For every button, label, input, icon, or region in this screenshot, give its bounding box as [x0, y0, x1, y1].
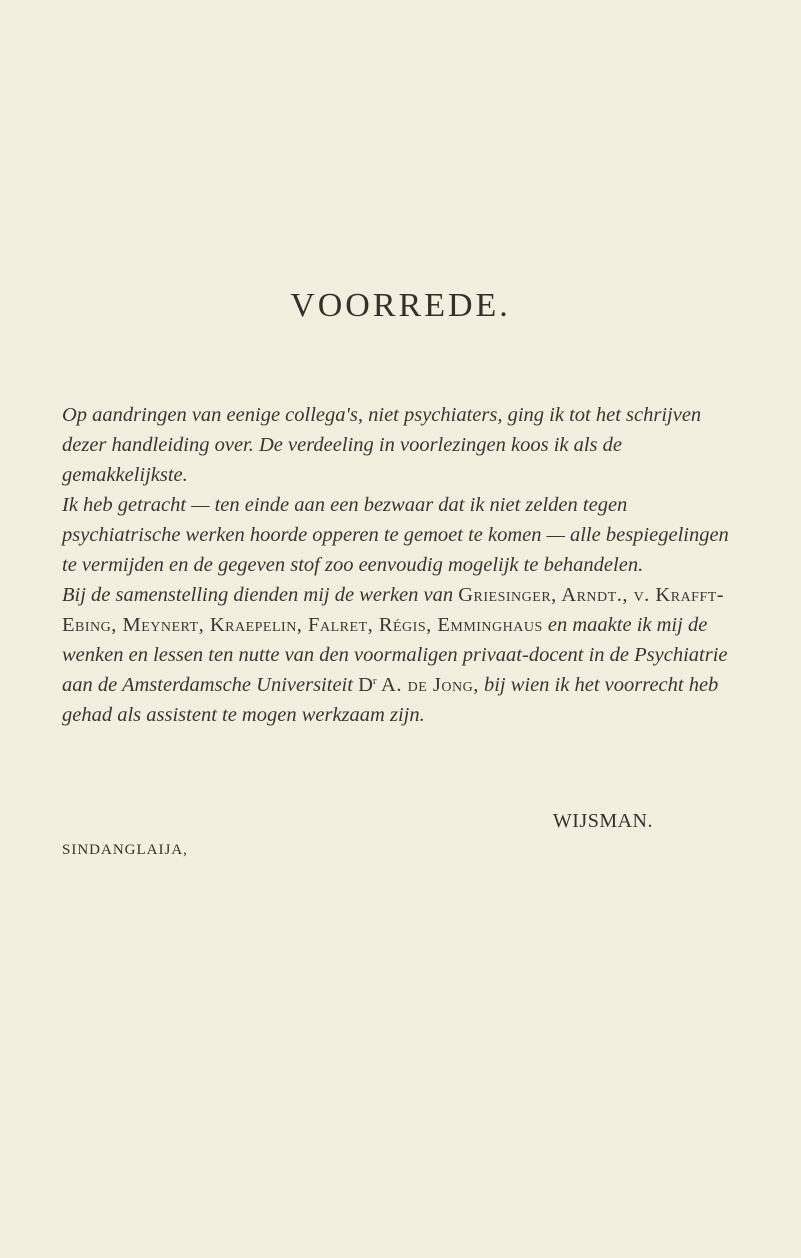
paragraph-3-text-3: bij wien ik het voorrecht heb gehad als assistent te mogen werkzaam zijn. [62, 674, 719, 726]
paragraph-3 [62, 580, 738, 730]
author-signature: WIJSMAN. [552, 810, 653, 832]
paragraph-1: Op aandringen van eenige collega's, niet psychiaters, ging ik tot het schrijven dezer handleiding over. De verdeeling in voorlezingen koos ik als de gemakkelijkste. [62, 404, 702, 486]
paragraph-2: Ik heb getracht — ten einde aan een bezwaar dat ik niet zelden tegen psychiatrische werken hoorde opperen te gemoet te komen — alle bespiegelingen te vermijden en de gegeven stof zoo eenvoudig mogelijk te behandelen. [62, 494, 729, 576]
doctor-title-sup: r [372, 675, 377, 687]
author-names: Griesinger, Arndt., v. Krafft-Ebing, Meynert, Kraepelin, Falret, Régis, Emminghaus [62, 584, 725, 636]
paragraph-3-text-1: Bij de samenstelling dienden mij de werken van [62, 584, 459, 606]
doctor-title: D [358, 674, 373, 696]
paragraph-3-text-2: en maakte ik mij de wenken en lessen ten nutte van den voormaligen privaat-docent in de Psychiatrie aan de Amsterdamsche Universiteit [62, 614, 728, 696]
mentor-name: A. de Jong, [376, 674, 479, 696]
page-title: VOORREDE. [290, 287, 511, 324]
preface-body [62, 400, 738, 730]
place-name: SINDANGLAIJA, [62, 842, 188, 858]
